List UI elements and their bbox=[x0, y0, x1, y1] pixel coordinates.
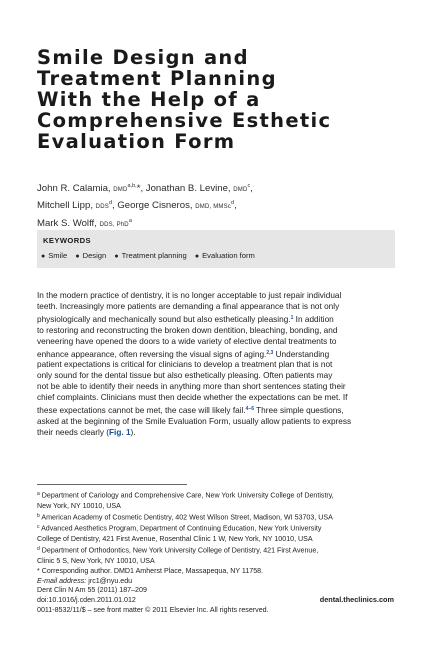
citation-link[interactable]: 2,3 bbox=[266, 349, 274, 356]
citation-link[interactable]: 4–6 bbox=[245, 406, 254, 413]
body-line: to restoring and reconstructing the broken down dentition, bleaching, bonding, and bbox=[37, 325, 338, 335]
author-affiliation-marker: a,b, bbox=[127, 183, 137, 189]
author-affiliation-marker: d bbox=[231, 200, 235, 207]
author-degree: DDS bbox=[95, 204, 109, 211]
author-name: John R. Calamia, bbox=[37, 183, 111, 194]
body-line: physiologically and mechanically sound but also esthetically pleasing.$^1$ In addition bbox=[37, 314, 334, 324]
keyword-item: ● Design bbox=[75, 251, 107, 260]
body-line: veneering have opened the doors to a wide variety of elective dental treatments to bbox=[37, 336, 337, 346]
journal-website-link[interactable]: dental.theclinics.com bbox=[319, 595, 394, 604]
copyright-line: 0011-8532/11/$ – see front matter © 2011 Elsevier Inc. All rights reserved. bbox=[37, 606, 269, 615]
affiliation-line: College of Dentistry, 421 First Avenue, Rosenthal Clinic 1 W, New York, NY 10010, USA bbox=[37, 534, 313, 543]
title-line: Evaluation Form bbox=[37, 130, 236, 153]
bullet-icon: ● bbox=[75, 253, 80, 260]
bullet-icon: ● bbox=[194, 253, 200, 260]
affiliation-line: $^d$ Department of Orthodontics, New York University College of Dentistry, 421 First Avenue, bbox=[37, 545, 319, 555]
body-line: enhance appearance, often reversing the visual signs of aging.$^{2,3}$ Understanding bbox=[37, 349, 330, 359]
author-affiliation-marker: d bbox=[108, 200, 113, 207]
body-line: these expectations cannot be met, the case will likely fail.$^{4-6}$ Three simple questions, bbox=[37, 406, 344, 416]
author-degree: DDS, PhD bbox=[99, 221, 129, 228]
author-degree: DMD bbox=[233, 187, 248, 193]
keyword-item: ● Smile bbox=[41, 251, 68, 260]
title-line: Smile Design and bbox=[37, 46, 249, 69]
figure-link[interactable]: Fig. 1 bbox=[109, 427, 131, 437]
affiliation-line: Clinic 5 S, New York, NY 10010, USA bbox=[37, 556, 155, 565]
affiliation-line: $^c$ Advanced Aesthetics Program, Department of Continuing Education, New York University bbox=[37, 524, 322, 533]
email-label: E-mail address: bbox=[37, 576, 87, 585]
citation-link[interactable]: 1 bbox=[290, 314, 294, 321]
body-line: chief complaints. Clinicians must then decide whether the expectations can be met. If bbox=[37, 393, 348, 403]
affiliation-line: $^b$ American Academy of Cosmetic Dentistry, 402 West Wilson Street, Madison, WI 53703, USA bbox=[37, 512, 333, 522]
article-title bbox=[37, 47, 367, 152]
corresponding-author-marker: * bbox=[136, 183, 141, 194]
bullet-icon: ● bbox=[114, 253, 119, 260]
affiliations bbox=[37, 489, 397, 586]
title-line: With the Help of a bbox=[37, 88, 261, 111]
keywords-list bbox=[41, 251, 261, 260]
body-line: In the modern practice of dentistry, it is no longer acceptable to just repair individual bbox=[37, 291, 342, 300]
footnote-divider bbox=[37, 484, 187, 485]
author-list bbox=[37, 180, 397, 232]
author-name: Mark S. Wolff, bbox=[37, 217, 97, 229]
doi-link[interactable]: doi:10.1016/j.cden.2011.01.012 bbox=[37, 596, 136, 605]
body-line: their needs clearly (Fig. 1). bbox=[37, 427, 136, 437]
email-link[interactable]: jrc1@nyu.edu bbox=[86, 576, 133, 585]
author-degree: DMD bbox=[113, 187, 128, 193]
publication-info bbox=[37, 585, 269, 615]
author-name: , George Cisneros, bbox=[112, 200, 193, 212]
keywords-heading: KEYWORDS bbox=[43, 236, 91, 245]
keyword-item: ● Treatment planning bbox=[114, 251, 187, 260]
author-name: , Jonathan B. Levine, bbox=[140, 183, 231, 194]
body-line: patient expectations is critical for clinicians to develop a treatment plan that is not bbox=[37, 360, 333, 370]
author-affiliation-marker: a bbox=[128, 217, 132, 224]
author-name: Mitchell Lipp, bbox=[37, 200, 93, 212]
body-line: not be able to identify their needs in anything more than short sentences stating their bbox=[37, 382, 346, 392]
affiliation-line: $^a$ Department of Cariology and Comprehensive Care, New York University College of Dentistry, bbox=[37, 491, 334, 500]
body-line: only sound for the dental tissue but also esthetically pleasing. Often patients may bbox=[37, 371, 333, 381]
author-degree: DMD, MMSc bbox=[195, 204, 232, 211]
affiliation-line: New York, NY 10010, USA bbox=[37, 501, 121, 510]
journal-citation: Dent Clin N Am 55 (2011) 187–209 bbox=[37, 586, 147, 594]
author-line: Mitchell Lipp, DDS$^d$, George Cisneros, DMD, MMSc$^d$, bbox=[37, 200, 237, 212]
author-line: John R. Calamia, $DMD^{a,b,}*$, Jonathan B. Levine, DMD$^c$, bbox=[37, 183, 253, 194]
keyword-item: ● Evaluation form bbox=[194, 251, 255, 260]
bullet-icon: ● bbox=[41, 253, 46, 260]
corresponding-author-note: * Corresponding author. DMD1 Amherst Place, Massapequa, NY 11758. bbox=[37, 566, 264, 575]
body-line: teeth. Increasingly more patients are demanding a final appearance that is not only bbox=[37, 301, 340, 311]
keywords-box bbox=[37, 230, 395, 268]
body-line: asked at the beginning of the Smile Evaluation Form, usually allow patients to express bbox=[37, 416, 352, 426]
body-paragraph bbox=[37, 291, 395, 439]
title-line: Comprehensive Esthetic bbox=[37, 109, 332, 132]
title-line: Treatment Planning bbox=[37, 67, 277, 90]
author-affiliation-marker: c bbox=[247, 183, 251, 189]
